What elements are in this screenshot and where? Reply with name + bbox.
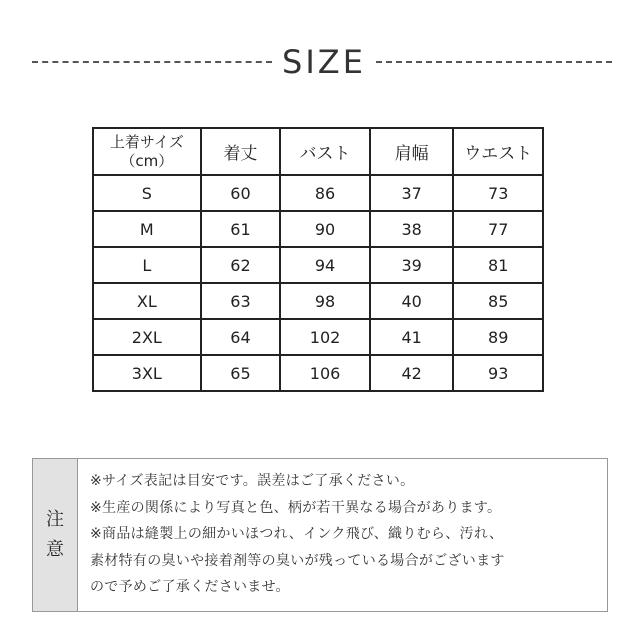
corner-header-label: 上着サイズ <box>109 132 184 151</box>
table-row <box>93 355 543 391</box>
size-cell: M <box>93 211 201 247</box>
length-cell: 65 <box>201 355 281 391</box>
table-row <box>93 175 543 211</box>
title-row <box>0 40 640 84</box>
notice-label-char: 意 <box>46 539 64 560</box>
size-cell: 2XL <box>93 319 201 355</box>
notice-line: 素材特有の臭いや接着剤等の臭いが残っている場合がございます <box>90 552 505 569</box>
size-table-corner-header <box>93 128 201 175</box>
table-row <box>93 283 543 319</box>
shoulder-cell: 37 <box>370 175 454 211</box>
column-header-shoulder: 肩幅 <box>370 128 454 175</box>
notice-line: ので予めご了承くださいませ。 <box>90 579 290 595</box>
waist-cell: 81 <box>453 247 543 283</box>
size-table <box>92 127 544 392</box>
corner-header-unit: （cm） <box>120 151 174 170</box>
length-cell: 63 <box>201 283 281 319</box>
size-cell: XL <box>93 283 201 319</box>
size-table-header-row <box>93 128 543 175</box>
shoulder-cell: 38 <box>370 211 454 247</box>
table-row <box>93 211 543 247</box>
notice-line: ※商品は縫製上の細かいほつれ、インク飛び、織りむら、汚れ、 <box>90 526 504 542</box>
notice-body <box>78 459 607 611</box>
bust-cell: 90 <box>280 211 370 247</box>
waist-cell: 77 <box>453 211 543 247</box>
waist-cell: 89 <box>453 319 543 355</box>
table-row <box>93 247 543 283</box>
shoulder-cell: 39 <box>370 247 454 283</box>
notice-label-char: 注 <box>46 509 64 530</box>
page-title: SIZE <box>282 43 366 81</box>
length-cell: 60 <box>201 175 281 211</box>
table-row <box>93 319 543 355</box>
size-cell: S <box>93 175 201 211</box>
shoulder-cell: 41 <box>370 319 454 355</box>
column-header-length: 着丈 <box>201 128 281 175</box>
title-divider-left <box>32 61 272 63</box>
waist-cell: 85 <box>453 283 543 319</box>
length-cell: 62 <box>201 247 281 283</box>
column-header-waist: ウエスト <box>453 128 543 175</box>
bust-cell: 106 <box>280 355 370 391</box>
length-cell: 61 <box>201 211 281 247</box>
column-header-bust: バスト <box>280 128 370 175</box>
notice-box <box>32 458 608 612</box>
notice-line: ※生産の関係により写真と色、柄が若干異なる場合があります。 <box>90 499 502 516</box>
title-divider-right <box>376 61 612 63</box>
notice-label <box>33 459 78 611</box>
waist-cell: 93 <box>453 355 543 391</box>
bust-cell: 98 <box>280 283 370 319</box>
shoulder-cell: 40 <box>370 283 454 319</box>
bust-cell: 86 <box>280 175 370 211</box>
shoulder-cell: 42 <box>370 355 454 391</box>
waist-cell: 73 <box>453 175 543 211</box>
length-cell: 64 <box>201 319 281 355</box>
bust-cell: 102 <box>280 319 370 355</box>
size-cell: 3XL <box>93 355 201 391</box>
size-cell: L <box>93 247 201 283</box>
bust-cell: 94 <box>280 247 370 283</box>
notice-line: ※サイズ表記は目安です。誤差はご了承ください。 <box>90 473 415 489</box>
